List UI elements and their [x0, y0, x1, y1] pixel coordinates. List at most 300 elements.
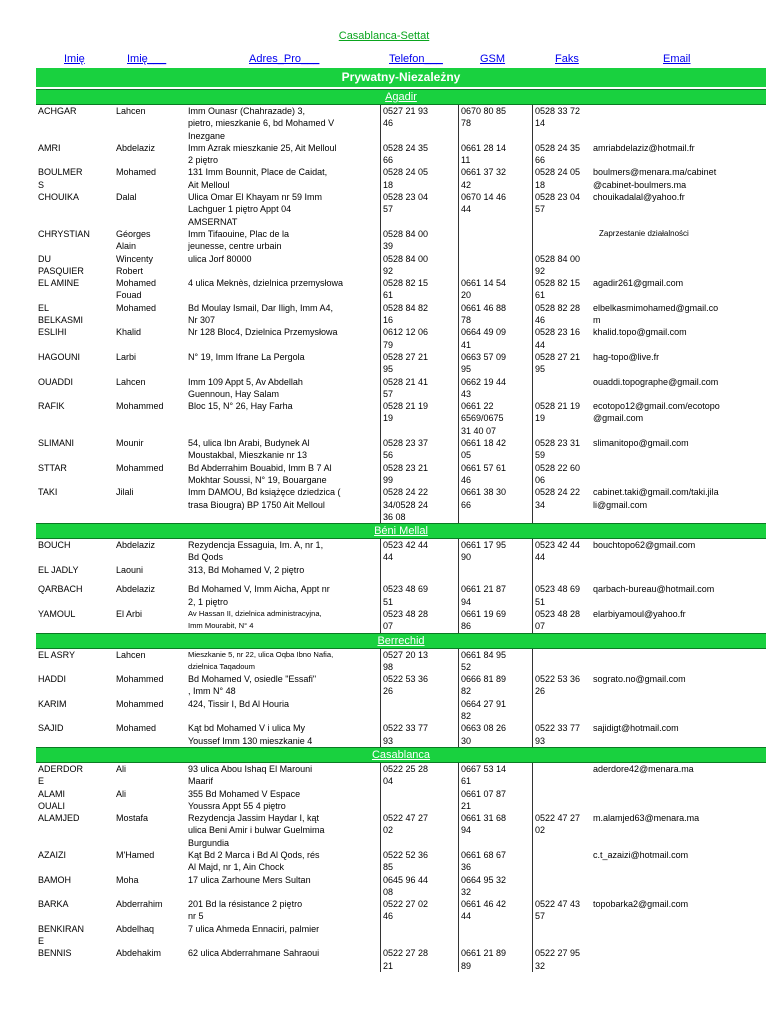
cell-line: pietro, mieszkanie 6, bd Mohamed V — [188, 118, 335, 129]
fax-email-cell[interactable] — [532, 539, 766, 564]
cell-line: Jilali — [116, 487, 134, 498]
cell-line: ulica Beni Amir i bulwar Guelmima — [188, 825, 325, 836]
surname-cell — [36, 539, 114, 564]
surname-cell — [36, 486, 114, 523]
cell-line: Moha — [116, 874, 139, 885]
cell-line: Alain — [116, 241, 137, 252]
gsm-cell — [458, 326, 532, 351]
cell-line: 16 — [383, 315, 394, 326]
gsm-cell — [458, 486, 532, 523]
city-header-2 — [36, 633, 766, 649]
surname-cell — [36, 437, 114, 462]
surname-cell — [36, 105, 114, 142]
firstname-cell — [114, 722, 186, 747]
cell-line: 131 Imm Bounnit, Place de Caidat, — [188, 167, 328, 178]
gsm-cell — [458, 105, 532, 142]
cell-line: Mohammed — [116, 698, 164, 709]
cell-line: 11 — [461, 155, 471, 166]
cell-line: 39 — [383, 241, 394, 252]
fax-email-cell[interactable] — [532, 105, 766, 142]
cell-line: 0528 82 15 — [383, 278, 429, 289]
cell-line: 0661 46 88 — [461, 302, 507, 313]
cell-line: 0645 96 44 — [383, 874, 429, 885]
cell-line: Lahcen — [116, 106, 146, 116]
cell-line: 93 ulica Abou Ishaq El Marouni — [188, 763, 313, 774]
email-link[interactable] — [593, 812, 699, 849]
cell-line: 61 — [535, 290, 546, 301]
cell-line: Larbi — [116, 351, 137, 362]
cell-line: Youssra Appt 55 4 piętro — [188, 800, 286, 811]
email-link[interactable] — [593, 326, 687, 351]
address-cell — [186, 874, 380, 899]
cell-line: 32 — [461, 886, 472, 897]
cell-line: ACHGAR — [38, 106, 77, 116]
cell-line: Ait Melloul — [188, 179, 230, 190]
surname-cell — [36, 253, 114, 278]
fax-email-cell[interactable] — [532, 673, 766, 698]
email-link[interactable] — [593, 722, 679, 747]
phone-cell — [380, 608, 458, 633]
email-link[interactable] — [593, 898, 688, 923]
gsm-cell — [458, 763, 532, 788]
gsm-cell — [458, 142, 532, 167]
header-fax[interactable]: Faks — [555, 53, 579, 65]
fax-email-cell[interactable] — [532, 722, 766, 747]
gsm-cell — [458, 898, 532, 923]
fax-email-cell[interactable] — [532, 437, 766, 462]
cell-line: 51 — [383, 596, 394, 607]
cell-line: cabinet.taki@gmail.com/taki.jila — [593, 487, 719, 498]
gsm-cell — [458, 253, 532, 278]
city-name[interactable]: Agadir — [385, 91, 417, 103]
fax-email-cell[interactable] — [532, 923, 766, 948]
cell-line: 0661 21 89 — [461, 948, 507, 959]
cell-line: 51 — [535, 596, 546, 607]
cell-line: Kąt bd Mohamed V i ulica My — [188, 723, 306, 734]
fax-value — [535, 874, 593, 899]
email-link[interactable] — [593, 583, 714, 608]
phone-cell — [380, 142, 458, 167]
cell-line: 66 — [535, 155, 546, 166]
surname-cell — [36, 649, 114, 674]
cell-line: 0522 47 43 — [535, 899, 581, 910]
fax-email-cell[interactable] — [532, 608, 766, 633]
cell-line: AMRI — [38, 142, 61, 153]
cell-line: 0522 27 95 — [535, 948, 581, 959]
table-row — [36, 166, 766, 191]
table-row — [36, 608, 766, 633]
cell-line: 04 — [383, 776, 394, 787]
cell-line: 0528 24 22 — [535, 487, 581, 498]
cell-line: amriabdelaziz@hotmail.fr — [593, 142, 695, 153]
fax-email-cell[interactable] — [532, 583, 766, 608]
email-link[interactable] — [593, 763, 694, 788]
cell-line: RAFIK — [38, 401, 65, 412]
cell-line: 93 — [535, 735, 546, 746]
cell-line: 44 — [383, 552, 394, 563]
cell-line: 0661 21 87 — [461, 584, 507, 595]
header-email[interactable]: Email — [663, 53, 691, 65]
cell-line: 0666 81 89 — [461, 674, 507, 685]
email-link[interactable] — [593, 486, 719, 523]
table-row — [36, 486, 766, 523]
phone-cell — [380, 849, 458, 874]
gsm-cell — [458, 400, 532, 437]
cell-line: sograto.no@gmail.com — [593, 674, 686, 685]
fax-value — [535, 142, 593, 167]
firstname-cell — [114, 788, 186, 813]
cell-line: 0523 48 69 — [535, 584, 581, 595]
header-address[interactable]: Adres_Pro___ — [249, 53, 320, 65]
gsm-cell — [458, 539, 532, 564]
fax-email-cell[interactable] — [532, 376, 766, 401]
firstname-cell — [114, 763, 186, 788]
cell-line: 82 — [461, 711, 472, 722]
cell-line: 57 — [383, 388, 394, 399]
cell-line: @cabinet-boulmers.ma — [593, 179, 687, 190]
surname-cell — [36, 923, 114, 948]
fax-email-cell[interactable] — [532, 564, 766, 584]
firstname-cell — [114, 376, 186, 401]
surname-cell — [36, 812, 114, 849]
address-cell — [186, 253, 380, 278]
fax-email-cell[interactable] — [532, 462, 766, 487]
address-cell — [186, 166, 380, 191]
cell-line: 0662 19 44 — [461, 376, 507, 387]
cell-line: Bd Qods — [188, 552, 224, 563]
cell-line: 0528 24 35 — [535, 142, 581, 153]
address-cell — [186, 302, 380, 327]
fax-value — [535, 400, 593, 437]
email-link[interactable] — [593, 351, 659, 376]
fax-email-cell[interactable] — [532, 228, 766, 253]
fax-value — [535, 277, 593, 302]
phone-cell — [380, 898, 458, 923]
address-cell — [186, 486, 380, 523]
cell-line: 0528 84 00 — [383, 228, 429, 239]
cell-line: 0528 27 21 — [535, 351, 581, 362]
cell-line: QARBACH — [38, 584, 83, 595]
fax-email-cell[interactable] — [532, 947, 766, 972]
cell-line: BENNIS — [38, 948, 72, 959]
fax-email-cell[interactable] — [532, 166, 766, 191]
firstname-cell — [114, 105, 186, 142]
fax-email-cell[interactable] — [532, 351, 766, 376]
cell-line: AZAIZI — [38, 850, 67, 860]
cell-line: Khalid — [116, 327, 142, 338]
firstname-cell — [114, 539, 186, 564]
cell-line: ecotopo12@gmail.com/ecotopo — [593, 401, 720, 412]
cell-line: 0661 14 54 — [461, 278, 507, 289]
cell-line: 0523 42 44 — [383, 540, 429, 551]
cell-line: topobarka2@gmail.com — [593, 899, 689, 910]
fax-value — [535, 539, 593, 564]
fax-value — [535, 763, 593, 788]
fax-value — [535, 583, 593, 608]
page-title[interactable]: Casablanca-Settat — [338, 30, 430, 42]
cell-line: 95 — [383, 364, 394, 375]
cell-line: Burgundia — [188, 837, 230, 848]
cell-line: 0522 52 36 — [383, 850, 429, 860]
cell-line: Nr 128 Bloc4, Dzielnica Przemysłowa — [188, 327, 338, 338]
cell-line: Mohamed — [116, 167, 157, 178]
cell-line: ALAMJED — [38, 813, 80, 824]
cell-line: Imm Tifaouine, Plac de la — [188, 228, 290, 239]
status-note — [593, 228, 689, 253]
fax-email-cell[interactable] — [532, 849, 766, 874]
cell-line: 26 — [383, 686, 394, 697]
cell-line: 02 — [383, 825, 394, 836]
cell-line: , Imm N° 48 — [188, 686, 236, 697]
fax-email-cell[interactable] — [532, 191, 766, 228]
fax-value — [535, 191, 593, 228]
fax-value — [535, 376, 593, 401]
cell-line: 41 — [461, 339, 472, 350]
cell-line: 21 — [461, 800, 472, 811]
surname-cell — [36, 166, 114, 191]
fax-value — [535, 698, 593, 723]
cell-line: 0528 84 00 — [535, 253, 581, 264]
cell-line: 46 — [461, 474, 472, 485]
gsm-cell — [458, 583, 532, 608]
cell-line: 0522 53 36 — [535, 674, 581, 685]
cell-line: Zaprzestanie działalności — [599, 228, 689, 238]
cell-line: Ulica Omar El Khayam nr 59 Imm — [188, 192, 323, 203]
phone-cell — [380, 105, 458, 142]
cell-line: 20 — [461, 290, 472, 301]
city-name[interactable]: Béni Mellal — [374, 525, 428, 538]
cell-line: c.t_azaizi@hotmail.com — [593, 850, 689, 860]
cell-line: 54, ulica Ibn Arabi, Budynek Al — [188, 438, 310, 449]
cell-line: ouaddi.topographe@gmail.com — [593, 376, 719, 387]
cell-line: E — [38, 776, 45, 787]
address-cell — [186, 812, 380, 849]
cell-line: 0528 82 15 — [535, 278, 581, 289]
fax-value — [535, 564, 593, 584]
fax-email-cell[interactable] — [532, 277, 766, 302]
cell-line: SAJID — [38, 723, 64, 734]
cell-line: 0528 23 21 — [383, 462, 429, 473]
cell-line: S — [38, 179, 45, 190]
cell-line: 0528 23 04 — [535, 192, 581, 203]
city-header-1 — [36, 523, 766, 539]
phone-cell — [380, 191, 458, 228]
phone-cell — [380, 486, 458, 523]
table-row — [36, 849, 766, 874]
cell-line: Wincenty — [116, 253, 154, 264]
email-link[interactable] — [593, 673, 686, 698]
email-link[interactable] — [593, 166, 716, 191]
gsm-cell — [458, 376, 532, 401]
city-header-3 — [36, 747, 766, 763]
cell-line: 0663 57 09 — [461, 351, 507, 362]
cell-line: 2, 1 piętro — [188, 596, 229, 607]
city-name[interactable]: Casablanca — [371, 748, 431, 761]
firstname-cell — [114, 400, 186, 437]
table-row — [36, 253, 766, 278]
firstname-cell — [114, 326, 186, 351]
cell-line: 46 — [383, 118, 394, 129]
address-cell — [186, 228, 380, 253]
cell-line: 14 — [535, 118, 546, 129]
fax-email-cell[interactable] — [532, 400, 766, 437]
cell-line: 57 — [383, 204, 394, 215]
phone-cell — [380, 302, 458, 327]
address-cell — [186, 849, 380, 874]
email-link[interactable] — [593, 400, 720, 437]
fax-email-cell[interactable] — [532, 874, 766, 899]
cell-line: 0528 84 00 — [383, 253, 429, 264]
table-row — [36, 698, 766, 723]
cell-line: Abdelaziz — [116, 142, 156, 153]
cell-line: 19 — [383, 413, 394, 424]
address-cell — [186, 608, 380, 633]
fax-value — [535, 947, 593, 972]
cell-line: 0612 12 06 — [383, 327, 429, 338]
firstname-cell — [114, 228, 186, 253]
fax-email-cell[interactable] — [532, 253, 766, 278]
cell-line: YAMOUL — [38, 608, 76, 619]
cell-line: 0528 82 28 — [535, 302, 581, 313]
fax-email-cell[interactable] — [532, 763, 766, 788]
email-link[interactable] — [593, 191, 685, 228]
fax-email-cell[interactable] — [532, 302, 766, 327]
cell-line: 0522 47 27 — [383, 813, 429, 824]
cell-line: 19 — [535, 413, 546, 424]
cell-line: DU — [38, 253, 51, 264]
fax-email-cell[interactable] — [532, 812, 766, 849]
table-row — [36, 788, 766, 813]
table-row — [36, 673, 766, 698]
cell-line: BOULMER — [38, 167, 83, 178]
email-link[interactable] — [593, 376, 718, 401]
cell-line: Imm 109 Appt 5, Av Abdellah — [188, 376, 303, 387]
cell-line: khalid.topo@gmail.com — [593, 327, 687, 338]
email-link[interactable] — [593, 302, 718, 327]
fax-email-cell[interactable] — [532, 486, 766, 523]
email-link[interactable] — [593, 437, 689, 462]
address-cell — [186, 351, 380, 376]
cell-line: 36 — [461, 862, 472, 873]
fax-email-cell[interactable] — [532, 698, 766, 723]
cell-line: 94 — [461, 825, 472, 836]
cell-line: CHOUIKA — [38, 192, 80, 203]
fax-email-cell[interactable] — [532, 649, 766, 674]
email-link[interactable] — [593, 608, 686, 633]
cell-line: AMSERNAT — [188, 216, 238, 227]
cell-line: 0661 28 14 — [461, 142, 507, 153]
table-row — [36, 437, 766, 462]
cell-line: agadir261@gmail.com — [593, 278, 684, 289]
cell-line: 0528 33 72 — [535, 106, 581, 116]
cell-line: 7 ulica Ahmeda Ennaciri, palmier — [188, 923, 320, 934]
fax-value — [535, 105, 593, 142]
cell-line: 57 — [535, 204, 546, 215]
header-gsm[interactable]: GSM — [480, 53, 506, 65]
phone-cell — [380, 947, 458, 972]
header-firstname[interactable]: Imię___ — [127, 53, 167, 65]
address-cell — [186, 947, 380, 972]
cell-line: Bd Abderrahim Bouabid, Imm B 7 Al — [188, 462, 332, 473]
cell-line: 59 — [535, 450, 546, 461]
cell-line: trasa Biougra) BP 1750 Ait Melloul — [188, 499, 325, 510]
firstname-cell — [114, 583, 186, 608]
fax-email-cell[interactable] — [532, 326, 766, 351]
surname-cell — [36, 191, 114, 228]
table-row — [36, 539, 766, 564]
fax-email-cell[interactable] — [532, 788, 766, 813]
firstname-cell — [114, 898, 186, 923]
surname-cell — [36, 763, 114, 788]
cell-line: HADDI — [38, 674, 67, 685]
firstname-cell — [114, 649, 186, 674]
fax-email-cell[interactable] — [532, 898, 766, 923]
fax-value — [535, 673, 593, 698]
cell-line: 56 — [383, 450, 394, 461]
city-groups — [36, 89, 766, 972]
cell-line: 95 — [535, 364, 546, 375]
phone-cell — [380, 788, 458, 813]
address-cell — [186, 583, 380, 608]
cell-line: 0522 25 28 — [383, 763, 429, 774]
fax-email-cell[interactable] — [532, 142, 766, 167]
cell-line: Robert — [116, 265, 144, 276]
address-cell — [186, 400, 380, 437]
cell-line: Ali — [116, 763, 127, 774]
cell-line: hag-topo@live.fr — [593, 351, 660, 362]
cell-line: Mieszkanie 5, nr 22, ulica Oqba Ibno Nafia, — [188, 649, 334, 659]
surname-cell — [36, 142, 114, 167]
surname-cell — [36, 673, 114, 698]
address-cell — [186, 649, 380, 674]
email-link[interactable] — [593, 539, 695, 564]
address-cell — [186, 788, 380, 813]
surname-cell — [36, 722, 114, 747]
surname-cell — [36, 326, 114, 351]
email-link[interactable] — [593, 849, 688, 874]
cell-line: 0661 31 68 — [461, 813, 507, 824]
cell-line: 89 — [461, 960, 472, 971]
cell-line: 05 — [461, 450, 472, 461]
cell-line: 44 — [461, 204, 472, 215]
cell-line: N° 19, Imm Ifrane La Pergola — [188, 351, 305, 362]
table-row — [36, 228, 766, 253]
cell-line: EL ASRY — [38, 649, 76, 660]
cell-line: EL JADLY — [38, 564, 79, 575]
table-row — [36, 462, 766, 487]
cell-line: 0670 80 85 — [461, 106, 507, 116]
phone-cell — [380, 649, 458, 674]
cell-line: 86 — [461, 621, 472, 632]
header-name[interactable]: Imię — [64, 53, 85, 65]
cell-line: 0522 27 28 — [383, 948, 429, 959]
fax-value — [535, 486, 593, 523]
cell-line: Fouad — [116, 290, 142, 301]
cell-line: TAKI — [38, 487, 58, 498]
email-link[interactable] — [593, 142, 695, 167]
header-phone[interactable]: Telefon___ — [389, 53, 443, 65]
cell-line: m.alamjed63@menara.ma — [593, 813, 700, 824]
address-cell — [186, 277, 380, 302]
cell-line: 90 — [461, 552, 472, 563]
fax-value — [535, 166, 593, 191]
address-cell — [186, 191, 380, 228]
surname-cell — [36, 302, 114, 327]
address-cell — [186, 462, 380, 487]
city-name[interactable]: Berrechid — [377, 634, 425, 647]
email-link[interactable] — [593, 277, 683, 302]
cell-line: bouchtopo62@gmail.com — [593, 540, 696, 551]
